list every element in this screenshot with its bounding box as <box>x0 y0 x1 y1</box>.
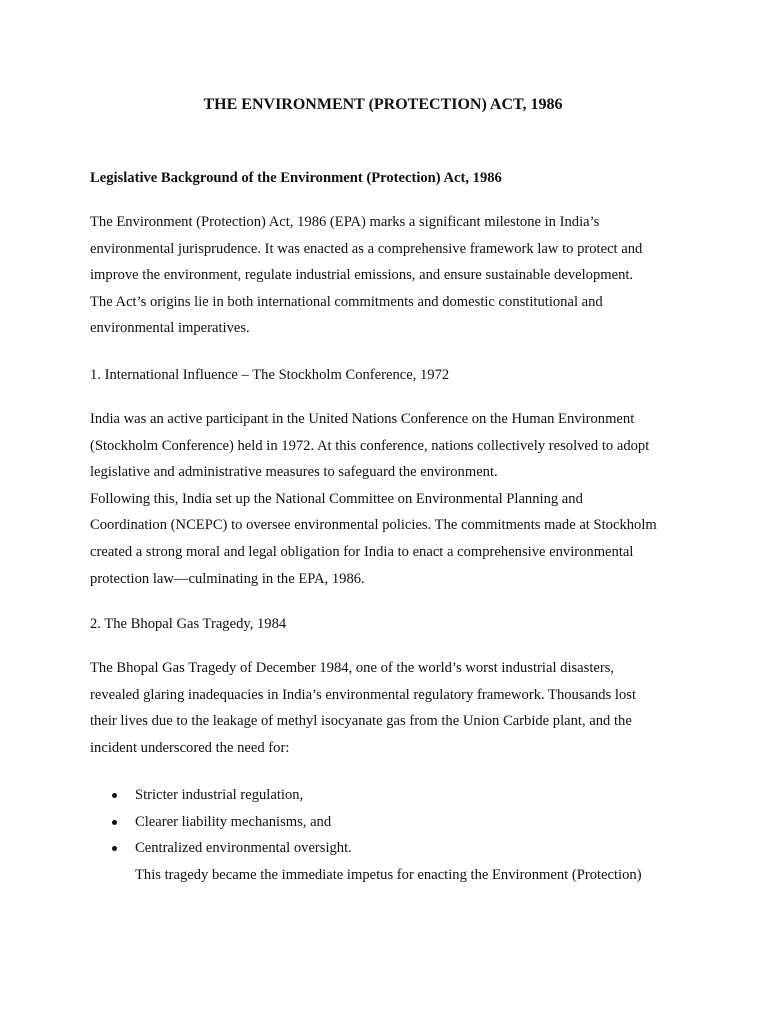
section2-title: 2. The Bhopal Gas Tragedy, 1984 <box>90 616 287 632</box>
section2-line: The Bhopal Gas Tragedy of December 1984, one of the world’s worst industrial disasters, <box>90 660 615 676</box>
section2-line: incident underscored the need for: <box>90 739 290 756</box>
section2-line: revealed glaring inadequacies in India’s environmental regulatory framework. Thousands lost <box>90 686 637 703</box>
section2-line: their lives due to the leakage of methyl isocyanate gas from the Union Carbide plant, and the <box>90 713 632 730</box>
section1-line: India was an active participant in the United Nations Conference on the Human Environment <box>90 411 635 427</box>
section1-line: created a strong moral and legal obligation for India to enact a comprehensive environmental <box>90 543 634 560</box>
section-heading: Legislative Background of the Environment (Protection) Act, 1986 <box>90 170 502 186</box>
section1-line: Following this, India set up the National Committee on Environmental Planning and <box>90 490 583 507</box>
intro-line: environmental imperatives. <box>90 320 250 337</box>
section1-line: protection law—culminating in the EPA, 1986. <box>90 570 365 587</box>
section2-paragraph <box>90 655 690 761</box>
bullet-icon <box>112 793 117 798</box>
list-item <box>90 782 352 809</box>
section1-title: 1. International Influence – The Stockholm Conference, 1972 <box>90 367 450 383</box>
list-item <box>90 835 352 862</box>
intro-line: The Act’s origins lie in both international commitments and domestic constitutional and <box>90 293 603 310</box>
intro-line: environmental jurisprudence. It was enacted as a comprehensive framework law to protect and <box>90 240 643 257</box>
section1-line: Coordination (NCEPC) to oversee environmental policies. The commitments made at Stockholm <box>90 517 657 534</box>
section1-line: (Stockholm Conference) held in 1972. At this conference, nations collectively resolved to adopt <box>90 437 650 454</box>
bullet-icon <box>112 820 117 825</box>
list-item <box>90 809 352 836</box>
list-item-text: Centralized environmental oversight. <box>135 840 352 857</box>
document-title: THE ENVIRONMENT (PROTECTION) ACT, 1986 <box>203 96 563 113</box>
list-item-text: Stricter industrial regulation, <box>135 787 304 803</box>
intro-line: The Environment (Protection) Act, 1986 (EPA) marks a significant milestone in India’s <box>90 214 600 230</box>
bullet-icon <box>112 846 117 851</box>
intro-line: improve the environment, regulate industrial emissions, and ensure sustainable development. <box>90 267 634 284</box>
bullet-list <box>90 782 352 862</box>
list-item-text: Clearer liability mechanisms, and <box>135 813 332 830</box>
intro-paragraph <box>90 209 690 342</box>
section1-line: legislative and administrative measures to safeguard the environment. <box>90 464 498 481</box>
continuation-text: This tragedy became the immediate impetus for enacting the Environment (Protection) <box>135 867 642 883</box>
section1-paragraph <box>90 406 690 592</box>
